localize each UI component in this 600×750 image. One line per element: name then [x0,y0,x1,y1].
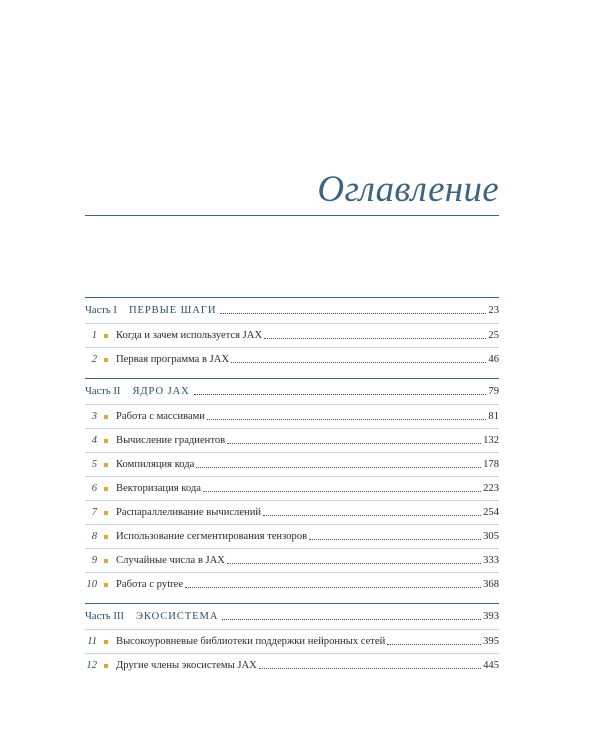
chapter-page-number: 25 [488,330,499,341]
chapter-title: Векторизация кода [116,483,201,494]
chapter-number: 4 [91,435,97,446]
dot-leader [387,644,481,645]
table-of-contents [85,297,499,677]
chapter-number: 5 [91,459,97,470]
chapter-page-number: 132 [483,435,499,446]
dot-leader [220,313,486,314]
part-page-number: 393 [483,611,499,622]
chapter-page-number: 254 [483,507,499,518]
page-title: Оглавление [317,169,499,210]
title-rule [85,215,499,216]
chapter-number: 9 [91,555,97,566]
bullet-icon [104,487,108,491]
chapter-number: 10 [86,579,97,590]
dot-leader [203,491,481,492]
chapter-number: 3 [91,411,97,422]
dot-leader [259,668,481,669]
part-label: Часть III [85,611,124,622]
chapter-page-number: 46 [488,354,499,365]
chapter-entry[interactable] [85,524,499,548]
part-label: Часть I [85,305,117,316]
chapter-entry[interactable] [85,404,499,428]
part-title: ЯДРО JAX [132,386,190,397]
chapter-entry[interactable] [85,323,499,347]
chapter-number: 11 [87,636,97,647]
bullet-icon [104,583,108,587]
dot-leader [194,394,487,395]
toc-part-1 [85,297,499,371]
chapter-entry[interactable] [85,347,499,371]
part-label: Часть II [85,386,121,397]
toc-part-2 [85,378,499,596]
dot-leader [196,467,481,468]
dot-leader [222,619,481,620]
chapter-entry[interactable] [85,500,499,524]
part-title: ПЕРВЫЕ ШАГИ [128,305,217,316]
chapter-title: Когда и зачем используется JAX [116,330,263,341]
dot-leader [264,338,486,339]
chapter-entry[interactable] [85,653,499,677]
dot-leader [227,563,481,564]
toc-part-3 [85,603,499,677]
chapter-entry[interactable] [85,476,499,500]
chapter-title: Первая программа в JAX [116,354,230,365]
chapter-page-number: 445 [483,660,499,671]
chapter-entry[interactable] [85,629,499,653]
chapter-number: 8 [91,531,97,542]
chapter-page-number: 395 [483,636,499,647]
part-page-number: 23 [488,305,499,316]
chapter-title: Распараллеливание вычислений [116,507,262,518]
chapter-entry[interactable] [85,452,499,476]
chapter-page-number: 223 [483,483,499,494]
part-entry[interactable] [85,298,499,323]
bullet-icon [104,415,108,419]
bullet-icon [104,334,108,338]
part-title: ЭКОСИСТЕМА [135,611,219,622]
bullet-icon [104,511,108,515]
chapter-page-number: 368 [483,579,499,590]
chapter-entry[interactable] [85,548,499,572]
chapter-number: 7 [91,507,97,518]
chapter-number: 2 [91,354,97,365]
chapter-title: Случайные числа в JAX [116,555,225,566]
dot-leader [227,443,481,444]
chapter-entry[interactable] [85,572,499,596]
dot-leader [309,539,481,540]
chapter-title: Высокоуровневые библиотеки поддержки нейронных сетей [116,636,386,647]
part-entry[interactable] [85,379,499,404]
dot-leader [231,362,486,363]
bullet-icon [104,358,108,362]
chapter-page-number: 81 [488,411,499,422]
dot-leader [185,587,481,588]
part-page-number: 79 [488,386,499,397]
chapter-number: 12 [86,660,97,671]
dot-leader [207,419,486,420]
part-entry[interactable] [85,604,499,629]
chapter-entry[interactable] [85,428,499,452]
bullet-icon [104,664,108,668]
chapter-page-number: 305 [483,531,499,542]
bullet-icon [104,535,108,539]
chapter-page-number: 333 [483,555,499,566]
bullet-icon [104,640,108,644]
chapter-page-number: 178 [483,459,499,470]
chapter-title: Работа с массивами [116,411,205,422]
chapter-title: Компиляция кода [116,459,195,470]
bullet-icon [104,463,108,467]
bullet-icon [104,559,108,563]
chapter-title: Работа с pytree [116,579,184,590]
chapter-number: 1 [91,330,97,341]
chapter-title: Использование сегментирования тензоров [116,531,308,542]
chapter-title: Другие члены экосистемы JAX [116,660,257,671]
dot-leader [263,515,481,516]
chapter-number: 6 [91,483,97,494]
bullet-icon [104,439,108,443]
chapter-title: Вычисление градиентов [116,435,226,446]
